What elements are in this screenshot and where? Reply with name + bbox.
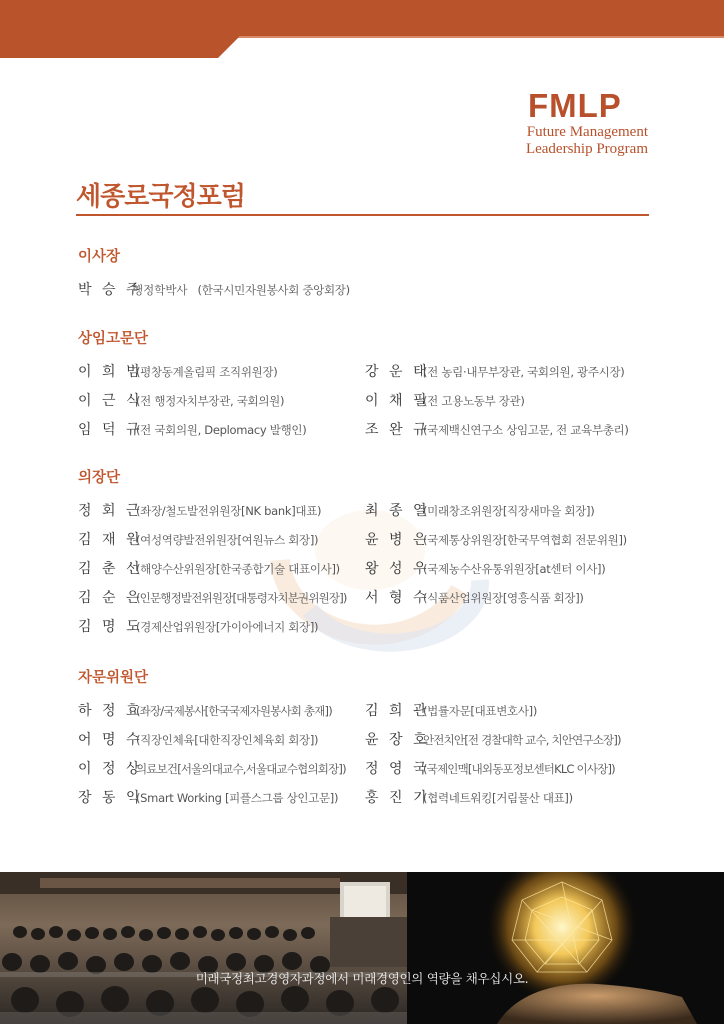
list-row — [78, 615, 648, 644]
member-entry — [78, 418, 306, 440]
member-name: 김 춘 선 — [78, 561, 143, 577]
member-desc: 의료보건[서울의대교수,서울대교수협의회장]) — [136, 762, 346, 776]
member-desc: (직장인체육[대한직장인체육회 회장]) — [136, 733, 319, 747]
member-name: 최 종 열 — [365, 503, 430, 519]
member-desc: (Smart Working [피플스그룹 상인고문]) — [136, 791, 339, 805]
member-entry — [365, 360, 624, 382]
member-entry — [365, 786, 573, 808]
member-entry — [78, 615, 318, 637]
member-entry — [78, 757, 346, 779]
list-row — [78, 757, 648, 786]
section-chairman — [78, 246, 648, 307]
member-entry — [365, 557, 605, 579]
fmlp-logo — [526, 88, 648, 158]
section-chairs — [78, 467, 648, 644]
member-name: 이 정 상 — [78, 761, 143, 777]
member-name: 이 희 범 — [78, 364, 143, 380]
member-entry — [78, 389, 284, 411]
member-name: 조 완 규 — [365, 422, 430, 438]
title-divider — [76, 214, 649, 216]
glowing-orb-photo — [407, 872, 724, 1024]
member-name: 김 순 은 — [78, 590, 143, 606]
section-heading: 상임고문단 — [78, 331, 149, 347]
top-decorative-band — [0, 0, 724, 58]
footer-caption: 미래국정최고경영자과정에서 미래경영인의 역량을 채우십시오. — [195, 971, 529, 986]
member-desc: (전 행정자치부장관, 국회의원) — [136, 394, 285, 408]
member-entry — [365, 728, 621, 750]
section-advisory-board — [78, 667, 648, 815]
member-entry — [365, 499, 594, 521]
member-title: 행정학박사 — [132, 283, 188, 297]
footer-photo-strip — [0, 872, 724, 1024]
member-name: 홍 진 기 — [365, 790, 430, 806]
logo-subtitle-line2: Leadership Program — [525, 141, 648, 157]
member-name: 임 덕 규 — [78, 422, 143, 438]
member-name: 왕 성 우 — [365, 561, 430, 577]
page-title: 세종로국정포럼 — [76, 182, 245, 212]
member-desc: (전 농림·내무부장관, 국회의원, 광주시장) — [423, 365, 625, 379]
member-entry — [78, 557, 340, 579]
member-entry — [365, 418, 629, 440]
member-desc: (해양수산위원장[한국종합기술 대표이사]) — [136, 562, 340, 576]
member-desc: (여성역량발전위원장[여원뉴스 회장]) — [136, 533, 319, 547]
member-desc: (미래창조위원장[직장새마을 회장]) — [423, 504, 595, 518]
member-entry — [78, 786, 338, 808]
member-entry — [78, 360, 277, 382]
section-heading: 의장단 — [78, 470, 121, 486]
member-desc: (한국시민자원봉사회 중앙회장) — [197, 283, 350, 297]
member-name: 서 형 수 — [365, 590, 430, 606]
member-name: 윤 병 은 — [365, 532, 430, 548]
member-name: 이 채 필 — [365, 393, 430, 409]
section-standing-advisors — [78, 328, 648, 447]
member-entry — [78, 728, 318, 750]
member-desc: (국제백신연구소 상임고문, 전 교육부총리) — [423, 423, 629, 437]
member-name: 김 재 원 — [78, 532, 143, 548]
member-entry — [78, 699, 332, 721]
list-row — [78, 528, 648, 557]
section-heading: 이사장 — [78, 249, 121, 265]
member-name: 김 희 관 — [365, 703, 430, 719]
member-name: 정 회 근 — [78, 503, 143, 519]
member-name: 강 운 태 — [365, 364, 430, 380]
member-desc: (전 고용노동부 장관) — [423, 394, 525, 408]
member-name: 정 영 국 — [365, 761, 430, 777]
list-row — [78, 360, 648, 389]
member-name: 윤 장 호 — [365, 732, 430, 748]
member-name: 하 정 효 — [78, 703, 143, 719]
list-row — [78, 557, 648, 586]
member-desc: (국제농수산유통위원장[at센터 이사]) — [423, 562, 606, 576]
member-entry — [78, 528, 318, 550]
member-entry — [78, 278, 350, 300]
member-desc: 안전치안[전 경찰대학 교수, 치안연구소장]) — [423, 733, 621, 747]
auditorium-photo — [0, 872, 407, 1024]
list-row — [78, 418, 648, 447]
member-entry — [365, 586, 584, 608]
list-row — [78, 786, 648, 815]
list-row — [78, 278, 648, 307]
member-desc: (인문행정발전위원장[대통령자치분권위원장]) — [136, 591, 347, 605]
member-desc: (좌장/국제봉사[한국국제자원봉사회 총재]) — [136, 704, 332, 718]
section-heading: 자문위원단 — [78, 670, 149, 686]
list-row — [78, 699, 648, 728]
list-row — [78, 728, 648, 757]
member-entry — [365, 528, 627, 550]
member-name: 장 동 익 — [78, 790, 143, 806]
member-name: 이 근 식 — [78, 393, 143, 409]
member-desc: (좌장/철도발전위원장[NK bank]대표) — [136, 504, 322, 518]
member-desc: (국제통상위원장[한국무역협회 전문위원]) — [423, 533, 627, 547]
list-row — [78, 586, 648, 615]
member-desc: (국제인맥[내외동포정보센터KLC 이사장]) — [423, 762, 615, 776]
member-entry — [365, 757, 615, 779]
member-name: 김 명 도 — [78, 619, 143, 635]
member-desc: (식품산업위원장[영흥식품 회장]) — [423, 591, 584, 605]
member-desc: (평창동계올림픽 조직위원장) — [136, 365, 278, 379]
member-entry — [365, 699, 537, 721]
logo-subtitle-line1: Future Management — [526, 124, 648, 140]
member-desc: (협력네트워킹[거림물산 대표]) — [423, 791, 573, 805]
member-entry — [365, 389, 525, 411]
member-name: 어 명 수 — [78, 732, 143, 748]
member-desc: (법률자문[대표변호사]) — [423, 704, 538, 718]
member-entry — [78, 499, 321, 521]
list-row — [78, 389, 648, 418]
logo-mark: FMLP — [527, 87, 622, 124]
member-desc: (전 국회의원, Deplomacy 발행인) — [136, 423, 307, 437]
list-row — [78, 499, 648, 528]
member-name: 박 승 주 — [78, 282, 143, 298]
member-desc: (경제산업위원장[가이아에너지 회장]) — [136, 620, 319, 634]
member-entry — [78, 586, 347, 608]
